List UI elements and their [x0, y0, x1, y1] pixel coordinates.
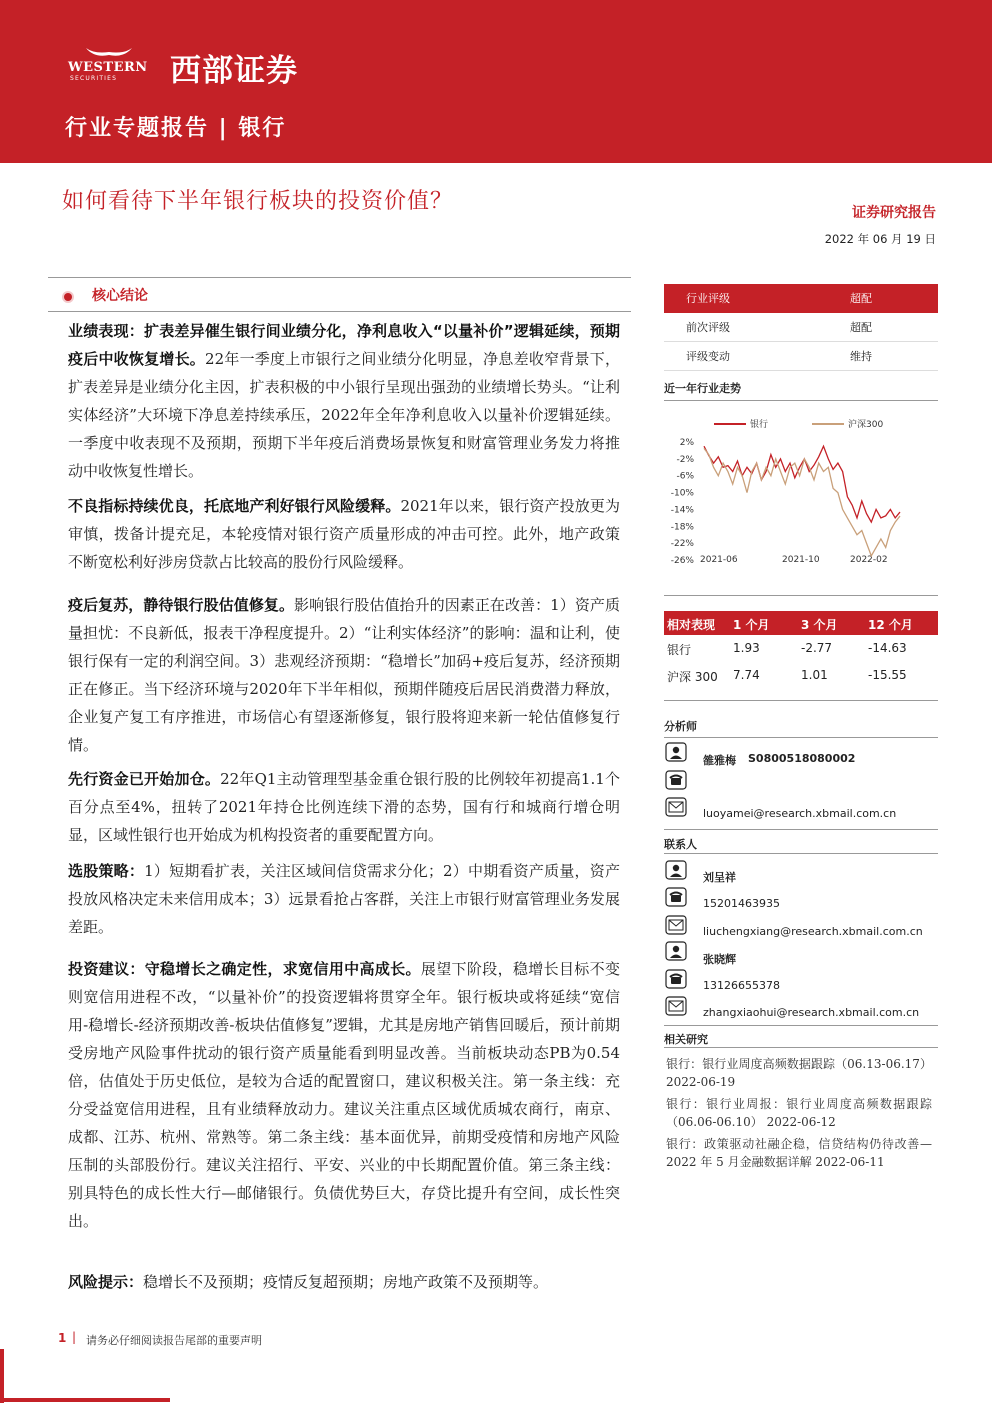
x-axis: [700, 555, 888, 565]
paragraph-lead: 投资建议：守稳增长之确定性，求宽信用中高成长。: [68, 960, 421, 978]
table-header: [664, 611, 938, 635]
person-icon: [665, 742, 687, 762]
document-kind: 证券研究报告: [852, 205, 936, 221]
table-cell: -2.77: [801, 641, 833, 655]
paragraph-asset-quality: [68, 492, 620, 576]
table-cell: 银行: [667, 643, 692, 657]
analyst-title: 分析师: [664, 720, 697, 733]
section-divider: [48, 277, 631, 278]
rating-row: [664, 284, 938, 313]
contact-name: 刘呈祥: [703, 871, 736, 884]
section-divider: [664, 853, 938, 854]
paragraph-lead: 不良指标持续优良，托底地产利好银行风险缓释。: [68, 497, 401, 515]
table-row: [664, 662, 938, 689]
paragraph-body: 22年Q1主动管理型基金重仓银行股的比例较年初提高1.1个百分点至4%，扭转了2021年持仓比例连续下滑的态势，国有行和城商行增仓明显，区域性银行也开始成为机构投资者的重要配置方向。: [68, 770, 620, 844]
y-tick-label: -14%: [670, 505, 694, 516]
x-tick-label: 2021-06: [700, 555, 738, 565]
section-divider: [664, 829, 938, 830]
paragraph-body: 展望下阶段，稳增长目标不变则宽信用进程不改，“以量补价”的投资逻辑将贯穿全年。银行板块或将延续“宽信用-稳增长-经济预期改善-板块估值修复”逻辑，尤其是房地产销售回暖后，预计前期受房地产风险事件扰动的银行资产质量能看到明显改善。当前板块动态PB为0.54倍，估值处于历史低位，是较为合适的配置窗口，建议积极关注。第一条主线：充分受益宽信用进程，且有业绩释放动力。建议关注重点区域优质城农商行，南京、成都、江苏、杭州、常熟等。第二条主线：基本面优异，前期受疫情和房地产风险压制的头部股份行。建议关注招行、平安、兴业的中长期配置价值。第三条主线：别具特色的成长性大行—邮储银行。负债优势巨大，存贷比提升有空间，成长性突出。: [68, 960, 620, 1230]
y-tick-label: -10%: [670, 488, 694, 499]
bull-horns-icon: [84, 46, 134, 60]
header-band: [0, 0, 992, 163]
table-row: [664, 635, 938, 662]
rating-table: [664, 284, 938, 371]
table-cell: 7.74: [733, 668, 760, 682]
paragraph-body: 2021年以来，银行资产投放更为审慎，拨备计提充足，本轮疫情对银行资产质量形成的冲击可控。此外，地产政策不断宽松利好涉房贷款占比较高的股份行风险缓释。: [68, 497, 620, 571]
rating-value: 超配: [850, 292, 872, 305]
brand-en: WESTERN: [68, 60, 148, 75]
contact-email[interactable]: liuchengxiang@research.xbmail.com.cn: [703, 925, 923, 938]
y-tick-label: -22%: [670, 539, 694, 550]
paragraph-body: 影响银行股估值抬升的因素正在改善：1）资产质量担忧：不良新低，报表干净程度提升。2）“让利实体经济”的影响：温和让利，使银行保有一定的利润空间。3）悲观经济预期：“稳增长”加码+疫后复苏，经济预期正在修正。当下经济环境与2020年下半年相似，预期伴随疫后居民消费潜力释放，企业复产复工有序推进，市场信心有望逐渐修复，银行股将迎来新一轮估值修复行情。: [68, 596, 620, 754]
contact-phone[interactable]: 15201463935: [703, 897, 780, 910]
analyst-email[interactable]: luoyamei@research.xbmail.com.cn: [703, 807, 897, 820]
phone-icon: [665, 969, 687, 989]
contact-name: 张晓辉: [703, 953, 736, 966]
y-axis: [671, 438, 695, 566]
related-research-item[interactable]: 银行：银行业周报：银行业周度高频数据跟踪（06.06-06.10） 2022-06-12: [666, 1097, 932, 1129]
paragraph-lead: 风险提示：: [68, 1273, 144, 1291]
rating-value: 超配: [850, 321, 872, 334]
mail-icon: [665, 915, 687, 935]
y-tick-label: -6%: [676, 471, 694, 482]
section-divider: [664, 737, 938, 738]
analyst-name: 雒雅梅: [703, 754, 736, 767]
person-icon: [665, 860, 687, 880]
paragraph-investment-advice: [68, 955, 620, 1235]
industry-trend-chart: [664, 402, 938, 572]
paragraph-risk: [68, 1268, 620, 1296]
rating-row: [664, 313, 938, 342]
footer-disclaimer: 请务必仔细阅读报告尾部的重要声明: [86, 1334, 262, 1347]
series-line-沪深300: [704, 448, 900, 556]
column-header: 1 个月: [733, 618, 770, 632]
mail-icon: [665, 797, 687, 817]
document-date: 2022 年 06 月 19 日: [824, 232, 936, 246]
phone-icon: [665, 887, 687, 907]
paragraph-valuation: [68, 591, 620, 759]
table-cell: -15.55: [868, 668, 907, 682]
related-research-item[interactable]: 银行：政策驱动社融企稳，信贷结构仍待改善—2022 年 5 月金融数据详解 2022-06-11: [666, 1137, 932, 1169]
page-number: 1: [58, 1331, 67, 1345]
related-research-title: 相关研究: [664, 1033, 708, 1046]
contact-phone[interactable]: 13126655378: [703, 979, 780, 992]
paragraph-lead: 业绩表现：扩表差异催生银行间业绩分化，净利息收入“以量补价”逻辑延续，预期疫后中收恢复增长。: [68, 322, 620, 368]
column-header: 相对表现: [667, 618, 716, 632]
x-tick-label: 2021-10: [782, 555, 820, 565]
legend-label: 银行: [750, 420, 769, 430]
relative-performance-table: [664, 611, 938, 689]
column-header: 12 个月: [868, 618, 913, 632]
footer-separator: |: [72, 1330, 77, 1344]
paragraph-body: 1）短期看扩表，关注区域间信贷需求分化；2）中期看资产质量，资产投放风格决定未来信用成本；3）远景看抢占客群，关注上市银行财富管理业务发展差距。: [68, 862, 620, 936]
phone-icon: [665, 770, 687, 790]
paragraph-body: 稳增长不及预期；疫情反复超预期；房地产政策不及预期等。: [143, 1273, 549, 1291]
report-type: 行业专题报告 | 银行: [65, 116, 287, 141]
chart-lines: [704, 446, 900, 556]
x-tick-label: 2022-02: [850, 555, 888, 565]
paragraph-performance: [68, 317, 620, 485]
page-title: 如何看待下半年银行板块的投资价值？: [62, 189, 454, 214]
paragraph-lead: 选股策略：: [68, 862, 145, 880]
legend-label: 沪深300: [848, 420, 884, 430]
section-divider: [664, 1025, 938, 1026]
corner-decoration: [0, 1398, 170, 1402]
mail-icon: [665, 996, 687, 1016]
table-cell: 1.93: [733, 641, 760, 655]
y-tick-label: -2%: [676, 454, 694, 465]
paragraph-lead: 先行资金已开始加仓。: [68, 770, 221, 788]
y-tick-label: 2%: [679, 438, 694, 448]
section-divider: [48, 311, 631, 312]
contacts-title: 联系人: [664, 838, 697, 851]
section-divider: [664, 1047, 938, 1048]
brand-cn: 西部证券: [170, 53, 298, 89]
series-line-银行: [704, 446, 900, 522]
paragraph-body: 22年一季度上市银行之间业绩分化明显，净息差收窄背景下，扩表差异是业绩分化主因，扩表积极的中小银行呈现出强劲的业绩增长势头。“让利实体经济”大环境下净息差持续承压，2022年全年净利息收入以量补价逻辑延续。一季度中收表现不及预期，预期下半年疫后消费场景恢复和财富管理业务发力将推动中收恢复性增长。: [68, 350, 620, 480]
rating-key: 评级变动: [686, 350, 730, 363]
analyst-cert: S0800518080002: [748, 752, 856, 765]
table-cell: 1.01: [801, 668, 828, 682]
rating-key: 前次评级: [686, 321, 730, 334]
paragraph-lead: 疫后复苏，静待银行股估值修复。: [68, 596, 295, 614]
rating-key: 行业评级: [686, 292, 730, 305]
bullet-icon: [64, 293, 72, 301]
person-icon: [665, 941, 687, 961]
rating-value: 维持: [850, 350, 872, 363]
trend-title: 近一年行业走势: [664, 382, 741, 395]
related-research-item[interactable]: 银行：银行业周度高频数据跟踪（06.13-06.17） 2022-06-19: [666, 1057, 932, 1089]
table-cell: 沪深 300: [667, 670, 718, 684]
paragraph-stock-strategy: [68, 857, 620, 941]
section-divider: [664, 400, 938, 401]
section-divider: [664, 595, 938, 596]
y-tick-label: -26%: [670, 556, 694, 566]
company-logo: [62, 46, 154, 84]
contact-email[interactable]: zhangxiaohui@research.xbmail.com.cn: [703, 1006, 920, 1019]
brand-en-sub: SECURITIES: [70, 75, 118, 82]
corner-decoration: [0, 1349, 4, 1403]
section-divider: [664, 700, 938, 701]
paragraph-fund-flow: [68, 765, 620, 849]
table-cell: -14.63: [868, 641, 907, 655]
core-conclusion-title: 核心结论: [92, 288, 148, 304]
chart-legend: [714, 418, 883, 430]
y-tick-label: -18%: [670, 522, 694, 533]
column-header: 3 个月: [801, 618, 838, 632]
rating-row: [664, 342, 938, 371]
